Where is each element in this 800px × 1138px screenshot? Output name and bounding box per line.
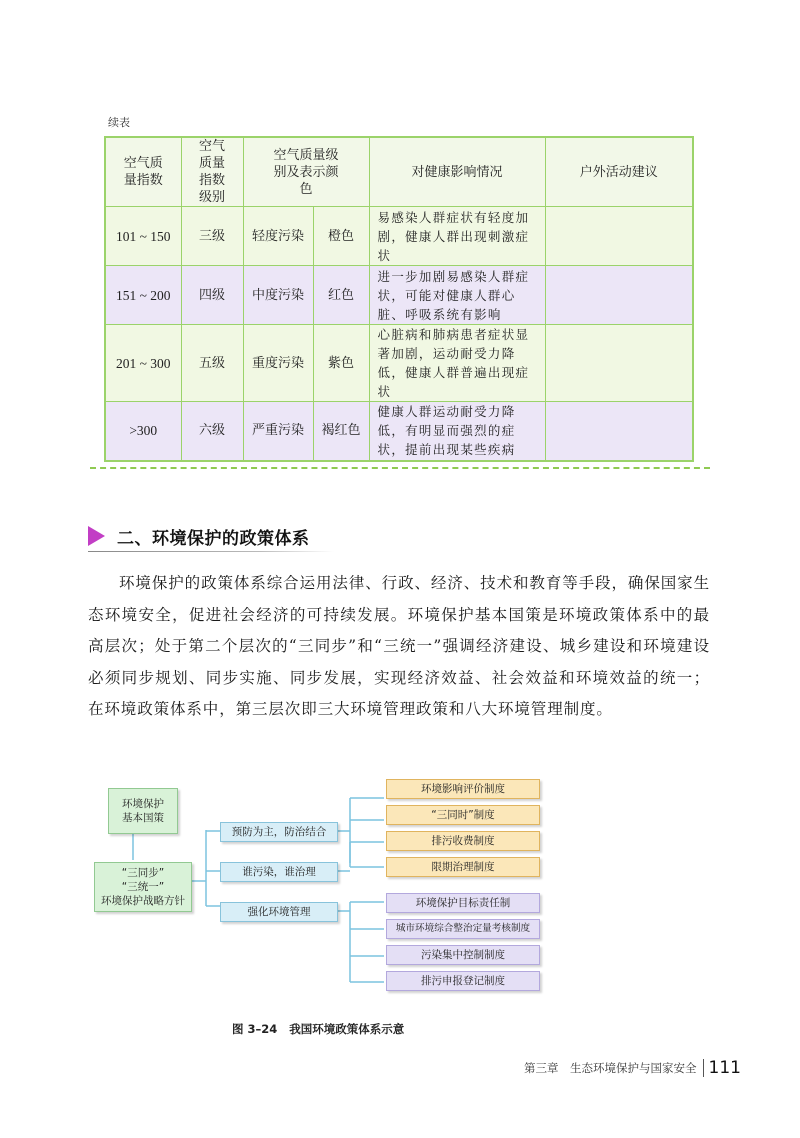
continued-label: 续表 [108,116,130,129]
health-effect: 易感染人群症状有轻度加剧，健康人群出现刺激症状 [369,207,545,266]
figure-caption-text: 我国环境政策体系示意 [289,1022,405,1036]
aqi-level: 五级 [181,325,243,402]
health-effect: 心脏病和肺病患者症状显著加剧，运动耐受力降低，健康人群普遍出现症状 [369,325,545,402]
system-deadline-treatment-box: 限期治理制度 [386,857,540,877]
header-level-color: 空气质量级别及表示颜色 [243,137,369,207]
table-row [105,207,693,266]
page-number: 111 [708,1058,741,1078]
outdoor-advice [545,207,693,266]
figure-number: 图 3–24 [232,1022,278,1036]
outdoor-advice [545,402,693,461]
aqi-color: 橙色 [313,207,369,266]
health-effect: 进一步加剧易感染人群症状，可能对健康人群心脏、呼吸系统有影响 [369,266,545,325]
aqi-range: 201 ~ 300 [105,325,181,402]
aqi-category: 中度污染 [243,266,313,325]
aqi-category: 重度污染 [243,325,313,402]
table-row [105,266,693,325]
footer-chapter: 第三章 生态环境保护与国家安全 [524,1061,697,1075]
aqi-level: 四级 [181,266,243,325]
header-aqi: 空气质量指数 [105,137,181,207]
policy-system-diagram [88,766,558,1006]
outdoor-advice [545,266,693,325]
heading-underline [88,551,334,552]
aqi-color: 红色 [313,266,369,325]
header-outdoor-advice: 户外活动建议 [545,137,693,207]
system-three-simultaneous-box: “三同时”制度 [386,805,540,825]
system-centralized-control-box: 污染集中控制制度 [386,945,540,965]
aqi-level: 六级 [181,402,243,461]
footer-separator [703,1059,704,1077]
aqi-range: 101 ~ 150 [105,207,181,266]
strategy-box: “三同步” “三统一” 环境保护战略方针 [94,862,192,912]
outdoor-advice [545,325,693,402]
aqi-color: 褐红色 [313,402,369,461]
aqi-range: 151 ~ 200 [105,266,181,325]
section-title: 二、环境保护的政策体系 [117,528,310,549]
table-row [105,325,693,402]
policy-prevention-box: 预防为主，防治结合 [220,822,338,842]
system-target-responsibility-box: 环境保护目标责任制 [386,893,540,913]
health-effect: 健康人群运动耐受力降低，有明显而强烈的症状，提前出现某些疾病 [369,402,545,461]
triangle-bullet-icon [88,526,105,546]
system-discharge-registration-box: 排污申报登记制度 [386,971,540,991]
system-eia-box: 环境影响评价制度 [386,779,540,799]
air-quality-table [104,136,694,462]
aqi-color: 紫色 [313,325,369,402]
page-footer [524,1058,741,1078]
policy-management-box: 强化环境管理 [220,902,338,922]
section-divider [90,467,710,469]
basic-policy-box: 环境保护 基本国策 [108,788,178,834]
table-row [105,402,693,461]
aqi-range: >300 [105,402,181,461]
system-urban-assessment-box: 城市环境综合整治定量考核制度 [386,919,540,939]
policy-polluter-pays-box: 谁污染，谁治理 [220,862,338,882]
body-paragraph: 环境保护的政策体系综合运用法律、行政、经济、技术和教育等手段，确保国家生态环境安全，促进社会经济的可持续发展。环境保护基本国策是环境政策体系中的最高层次；处于第二个层次的“三同步”和“三统一”强调经济建设、城乡建设和环境建设必须同步规划、同步实施、同步发展，实现经济效益、社会效益和环境效益的统一；在环境政策体系中，第三层次即三大环境管理政策和八大环境管理制度。 [88,574,710,718]
aqi-level: 三级 [181,207,243,266]
table-header-row [105,137,693,207]
aqi-category: 轻度污染 [243,207,313,266]
header-health-effect: 对健康影响情况 [369,137,545,207]
aqi-category: 严重污染 [243,402,313,461]
system-discharge-fee-box: 排污收费制度 [386,831,540,851]
section-heading [88,524,310,548]
header-aqi-level: 空气质量指数级别 [181,137,243,207]
figure-caption [232,1021,404,1037]
